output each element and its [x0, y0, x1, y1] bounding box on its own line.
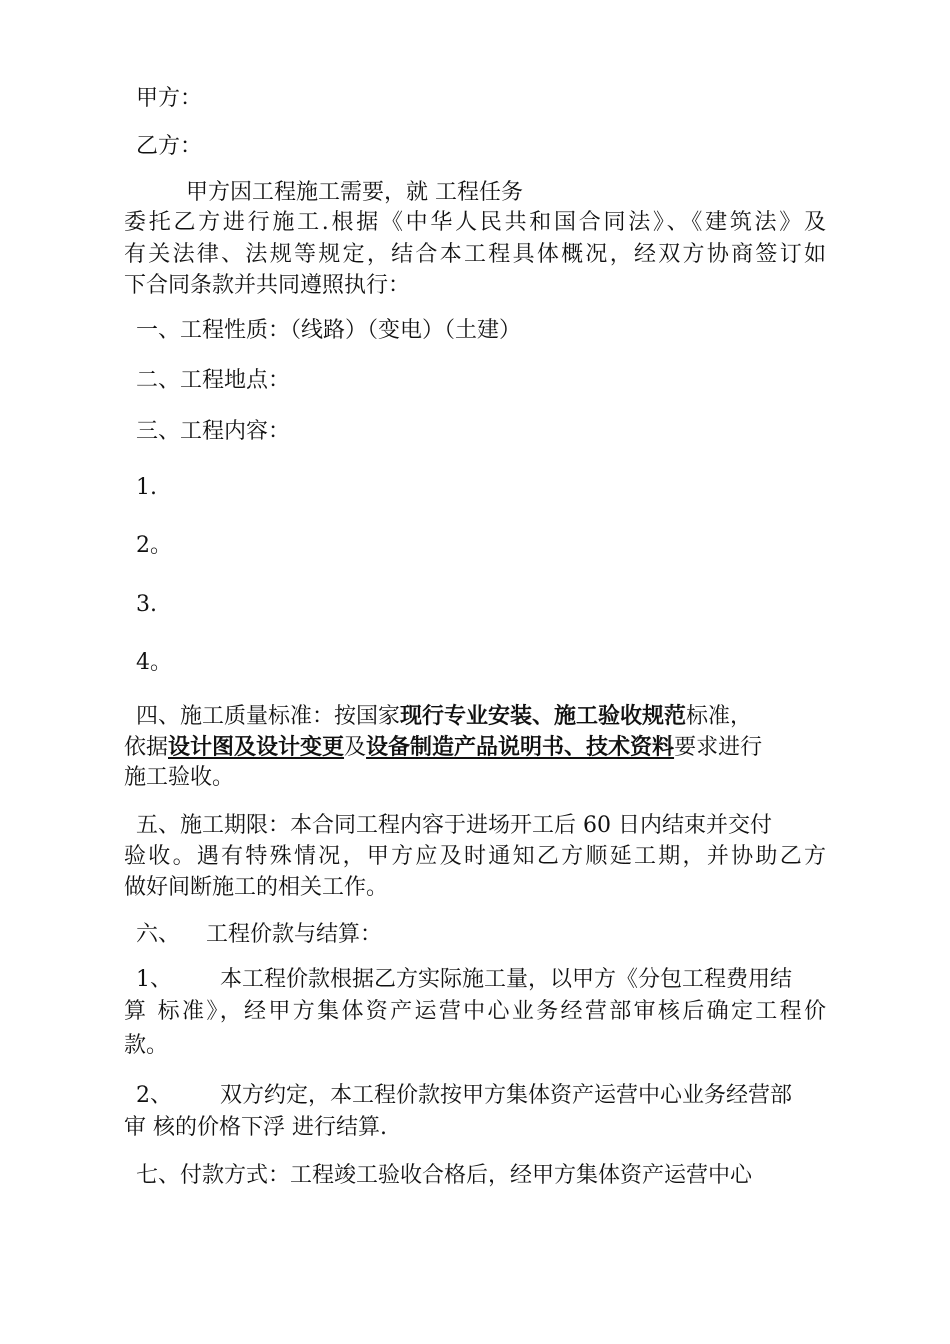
party-a-label: 甲方： — [136, 86, 203, 111]
content-item-1: 1. — [136, 475, 157, 500]
clause-6-2-text: 双方约定，本工程价款按甲方集体资产运营中心业务经营部 — [220, 1083, 793, 1108]
section-4-line-1 — [136, 701, 752, 732]
clause-6-1-line-1 — [136, 965, 792, 995]
content-item-4: 4。 — [136, 650, 172, 675]
design-drawings-text: 设计图及设计变更 — [168, 734, 345, 760]
section-2-location: 二、工程地点： — [136, 368, 291, 393]
section-7-payment: 七、付款方式：工程竣工验收合格后，经甲方集体资产运营中心 — [136, 1163, 753, 1188]
quality-basis-and: 及 — [344, 735, 367, 760]
intro-line-4: 下合同条款并共同遵照执行： — [124, 273, 411, 298]
intro-line-1: 甲方因工程施工需要，就 工程任务 — [186, 180, 523, 205]
quality-standard-prefix: 四、施工质量标准：按国家 — [136, 704, 401, 729]
section-1-nature: 一、工程性质：（线路）（变电）（土建） — [136, 318, 522, 343]
party-b-label: 乙方： — [136, 134, 203, 159]
clause-6-1-text: 本工程价款根据乙方实际施工量，以甲方《分包工程费用结 — [220, 967, 793, 992]
equipment-manuals-text: 设备制造产品说明书、技术资料 — [366, 734, 675, 760]
intro-line-3: 有关法律、法规等规定，结合本工程具体概况，经双方协商签订如 — [124, 242, 826, 267]
section-4-line-3: 施工验收。 — [124, 765, 235, 790]
clause-6-2-line-2: 审 核的价格下浮 进行结算. — [124, 1115, 387, 1140]
intro-line-2: 委托乙方进行施工.根据《中华人民共和国合同法》、《建筑法》及 — [124, 210, 826, 235]
clause-6-1-line-3: 款。 — [124, 1033, 169, 1058]
content-item-2: 2。 — [136, 533, 172, 558]
section-3-content: 三、工程内容： — [136, 419, 291, 444]
section-6-number: 六、 — [136, 922, 181, 947]
section-4-line-2 — [124, 732, 762, 763]
quality-standard-norms: 现行专业安装、施工验收规范 — [400, 703, 687, 729]
quality-basis-prefix: 依据 — [124, 735, 169, 760]
section-5-line-1: 五、施工期限：本合同工程内容于进场开工后 60 日内结束并交付 — [136, 813, 772, 838]
clause-6-2-number: 2、 — [136, 1083, 172, 1108]
section-6-heading — [136, 920, 382, 950]
section-5-line-3: 做好间断施工的相关工作。 — [124, 875, 389, 900]
section-6-title: 工程价款与结算： — [206, 922, 383, 947]
quality-standard-suffix: 标准， — [686, 704, 753, 729]
clause-6-2-line-1 — [136, 1081, 792, 1111]
section-5-line-2: 验收。遇有特殊情况，甲方应及时通知乙方顺延工期，并协助乙方 — [124, 844, 826, 869]
clause-6-1-line-2: 算 标准》，经甲方集体资产运营中心业务经营部审核后确定工程价 — [124, 999, 826, 1024]
content-item-3: 3. — [136, 592, 157, 617]
quality-basis-suffix: 要求进行 — [674, 735, 763, 760]
clause-6-1-number: 1、 — [136, 967, 172, 992]
